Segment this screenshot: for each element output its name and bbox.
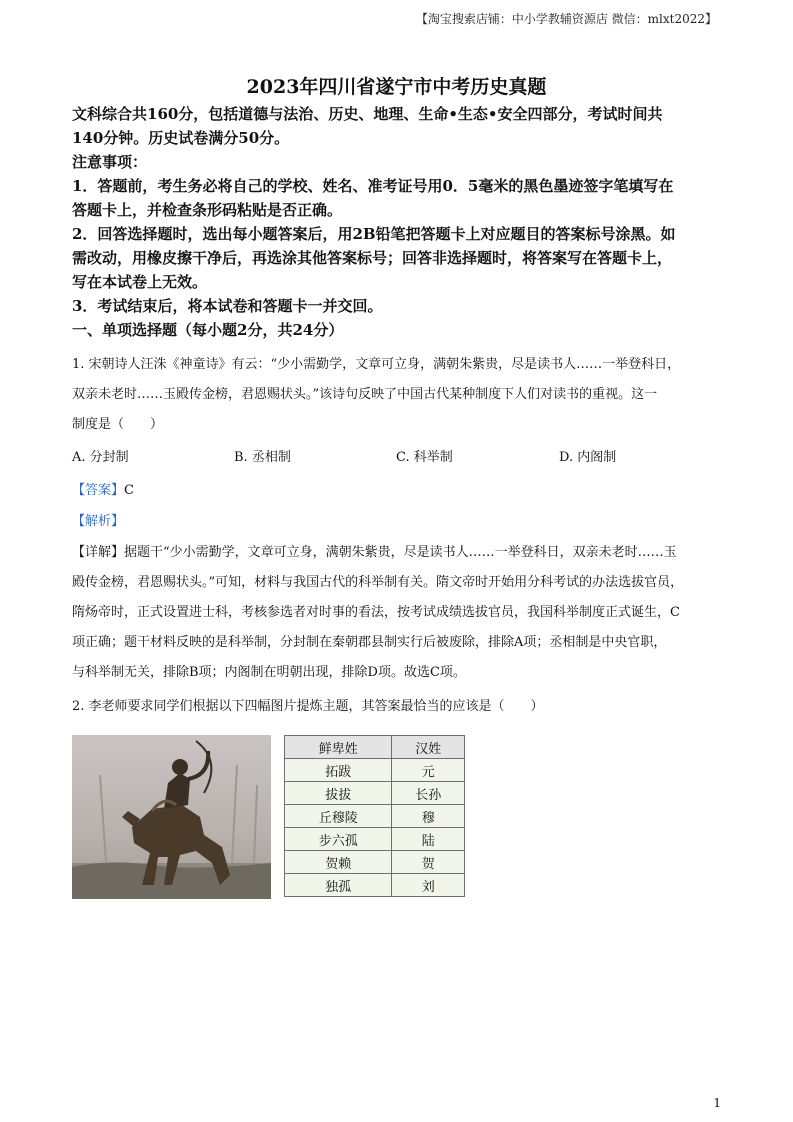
analysis-line: 殿传金榜，君恩赐状头。”可知，材料与我国古代的科举制有关。隋文帝时开始用分科考试的办法选拔官员，: [72, 575, 684, 590]
statue-illustration: [72, 735, 271, 899]
table-cell: 丘穆陵: [285, 805, 392, 828]
table-cell: 步六孤: [285, 828, 392, 851]
question-1-line: 双亲未老时……玉殿传金榜，君恩赐状头。”该诗句反映了中国古代某种制度下人们对读书的重视。这一: [72, 387, 658, 402]
header-xianbei-surname: 鲜卑姓: [285, 736, 392, 759]
table-row: [285, 851, 465, 874]
analysis-label: 【解析】: [72, 514, 125, 529]
question-1: [72, 350, 722, 440]
notice-item-2: 2．回答选择题时，选出每小题答案后，用2B铅笔把答题卡上对应题目的答案标号涂黑。如: [72, 225, 676, 243]
header-han-surname: 汉姓: [392, 736, 465, 759]
question-1-options: [72, 446, 722, 472]
surname-table: [284, 735, 465, 897]
table-cell: 穆: [392, 805, 465, 828]
table-cell: 贺: [392, 851, 465, 874]
answer-label: 【答案】: [72, 483, 125, 498]
shop-watermark: 【淘宝搜索店铺：中小学教辅资源店 微信：mlxt2022】: [415, 12, 717, 26]
section-heading: 一、单项选择题（每小题2分，共24分）: [72, 321, 344, 339]
table-cell: 独孤: [285, 874, 392, 897]
analysis-detail: [72, 538, 722, 688]
table-row: [285, 782, 465, 805]
notice-heading: 注意事项：: [72, 153, 148, 171]
analysis-line: 项正确；题干材料反映的是科举制，分封制在秦朝郡县制实行后被废除，排除A项；丞相制是中央官职，: [72, 635, 667, 650]
notice-item-2-cont: 写在本试卷上无效。: [72, 273, 208, 291]
notice-item-2-cont: 需改动，用橡皮擦干净后，再选涂其他答案标号；回答非选择题时，将答案写在答题卡上，: [72, 249, 673, 267]
table-header-row: [285, 736, 465, 759]
answer-value: C: [124, 483, 134, 498]
analysis-line: 隋炀帝时，正式设置进士科，考核参选者对时事的看法，按考试成绩选拔官员，我国科举制度正式诞生，C: [72, 605, 680, 620]
horseman-statue-image: [72, 735, 271, 899]
notice-item-3: 3．考试结束后，将本试卷和答题卡一并交回。: [72, 297, 383, 315]
intro-block: [72, 102, 722, 342]
table-cell: 拔拔: [285, 782, 392, 805]
table-cell: 长孙: [392, 782, 465, 805]
question-1-line: 制度是（ ）: [72, 417, 164, 432]
table-row: [285, 759, 465, 782]
option-b: B. 丞相制: [234, 450, 291, 465]
table-row: [285, 828, 465, 851]
intro-line: 140分钟。历史试卷满分50分。: [72, 129, 290, 147]
page-number: 1: [713, 1096, 721, 1110]
question-2-stem: 2. 李老师要求同学们根据以下四幅图片提炼主题，其答案最恰当的应该是（ ）: [72, 699, 544, 714]
table-cell: 拓跋: [285, 759, 392, 782]
analysis-line: 与科举制无关，排除B项；内阁制在明朝出现，排除D项。故选C项。: [72, 665, 466, 680]
option-d: D. 内阁制: [559, 450, 617, 465]
page-title: 2023年四川省遂宁市中考历史真题: [246, 76, 547, 98]
table-cell: 陆: [392, 828, 465, 851]
table-row: [285, 805, 465, 828]
option-c: C. 科举制: [396, 450, 453, 465]
table-cell: 元: [392, 759, 465, 782]
table-row: [285, 874, 465, 897]
table-cell: 贺赖: [285, 851, 392, 874]
answer-line: [72, 476, 722, 506]
question-1-line: 1. 宋朝诗人汪洙《神童诗》有云：“少小需勤学，文章可立身，满朝朱紫贵，尽是读书人……一举登科日，: [72, 357, 681, 372]
notice-item-1: 1．答题前，考生务必将自己的学校、姓名、准考证号用0．5毫米的黑色墨迹签字笔填写在: [72, 177, 674, 195]
option-a: A. 分封制: [72, 450, 129, 465]
notice-item-1-cont: 答题卡上，并检查条形码粘贴是否正确。: [72, 201, 343, 219]
intro-line: 文科综合共160分，包括道德与法治、历史、地理、生命•生态•安全四部分，考试时间共: [72, 105, 663, 123]
table-cell: 刘: [392, 874, 465, 897]
analysis-line: 【详解】据题干“少小需勤学，文章可立身，满朝朱紫贵，尽是读书人……一举登科日，双亲未老时……玉: [72, 545, 677, 560]
